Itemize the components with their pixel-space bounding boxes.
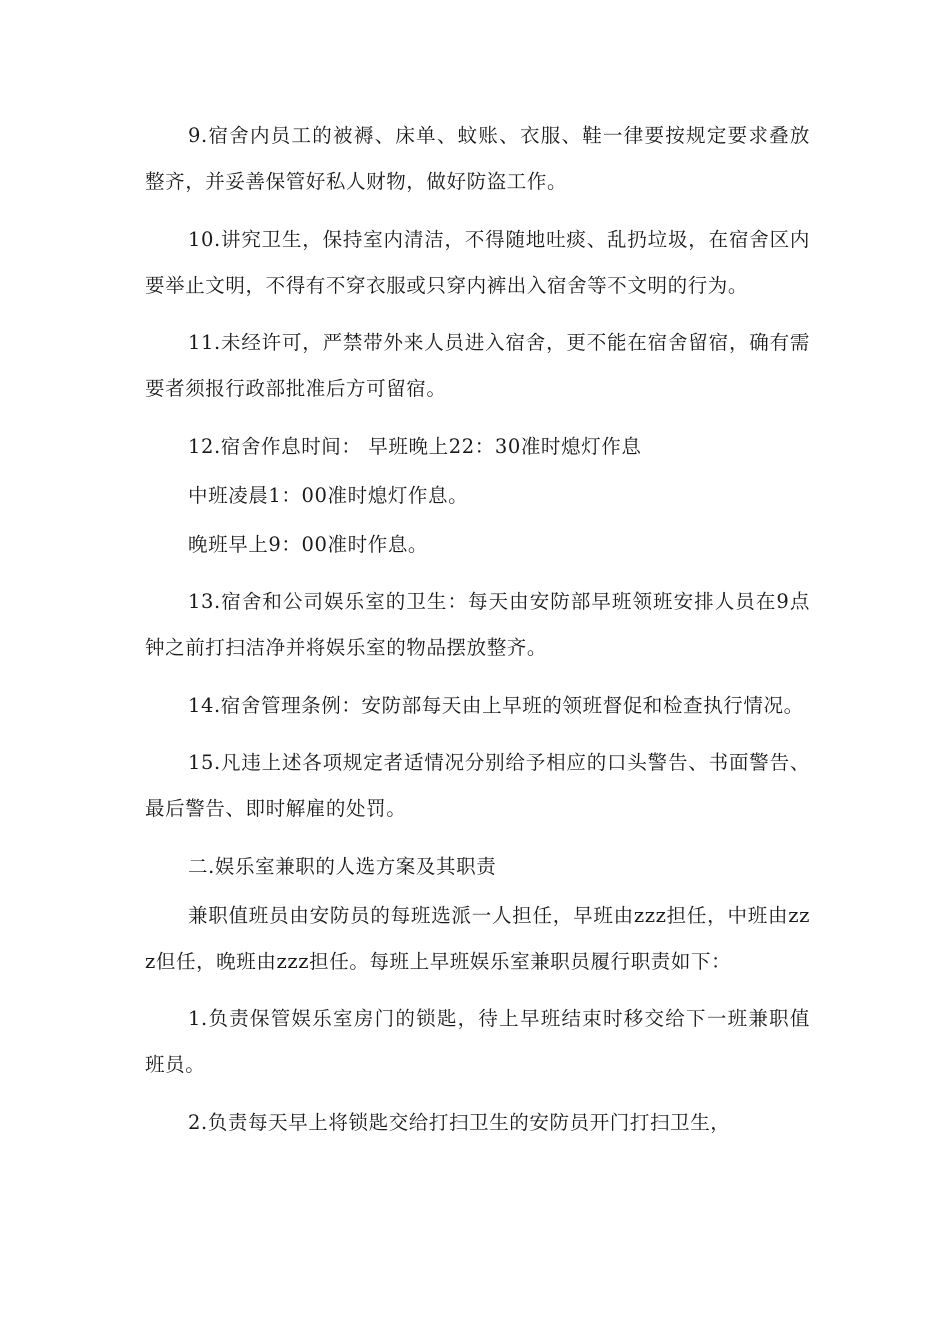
document-body	[145, 113, 810, 1157]
paragraph-rule-12-schedule: 12.宿舍作息时间： 早班晚上22：30准时熄灯作息	[188, 434, 642, 458]
paragraph-rule-14: 14.宿舍管理条例：安防部每天由上早班的领班督促和检查执行情况。	[188, 693, 804, 717]
paragraph-rule-9: 9.宿舍内员工的被褥、床单、蚊账、衣服、鞋一律要按规定要求叠放整齐，并妥善保管好私人财物，做好防盗工作。	[145, 124, 810, 193]
paragraph-duty-1: 1.负责保管娱乐室房门的锁匙，待上早班结束时移交给下一班兼职值班员。	[145, 1007, 810, 1076]
paragraph-duty-2: 2.负责每天早上将锁匙交给打扫卫生的安防员开门打扫卫生，	[188, 1110, 731, 1134]
paragraph-rule-15: 15.凡违上述各项规定者适情况分别给予相应的口头警告、书面警告、最后警告、即时解雇的处罚。	[145, 751, 810, 820]
paragraph-part-time-duty: 兼职值班员由安防员的每班选派一人担任，早班由zzz担任，中班由zzz但任，晚班由zzz担任。每班上早班娱乐室兼职员履行职责如下：	[145, 903, 810, 973]
section-heading-2: 二.娱乐室兼职的人选方案及其职责	[188, 854, 497, 878]
paragraph-night-shift: 晚班早上9：00准时作息。	[188, 532, 429, 556]
paragraph-rule-10: 10.讲究卫生，保持室内清洁，不得随地吐痰、乱扔垃圾，在宿舍区内要举止文明，不得有不穿衣服或只穿内裤出入宿舍等不文明的行为。	[145, 227, 810, 297]
paragraph-rule-13: 13.宿舍和公司娱乐室的卫生：每天由安防部早班领班安排人员在9点钟之前打扫洁净并将娱乐室的物品摆放整齐。	[145, 590, 810, 659]
paragraph-middle-shift: 中班凌晨1：00准时熄灯作息。	[188, 483, 469, 507]
paragraph-rule-11: 11.未经许可，严禁带外来人员进入宿舍，更不能在宿舍留宿，确有需要者须报行政部批准后方可留宿。	[145, 331, 810, 400]
